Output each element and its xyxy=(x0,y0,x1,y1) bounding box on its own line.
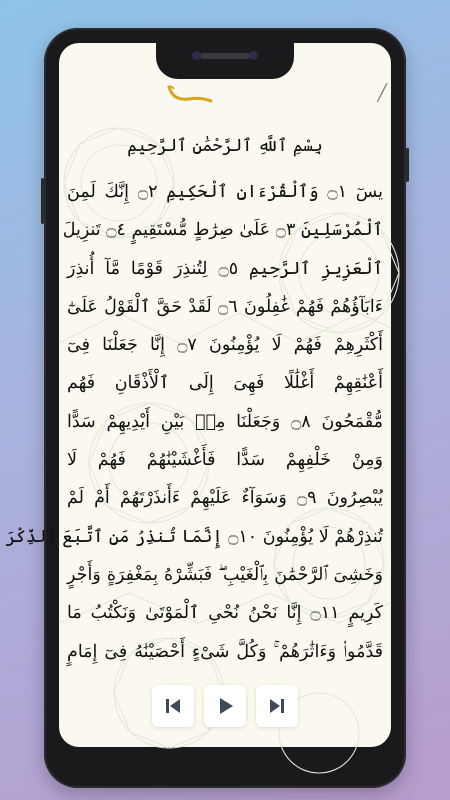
surah-header-ornament xyxy=(167,83,217,105)
verse-line: مُّقْمَحُونَ ۝٨ وَجَعَلْنَا مِنۢ بَيْنِ أَيْدِيهِمْ سَدًّا xyxy=(67,411,383,432)
basmala: بِسْمِ ٱللَّهِ ٱلرَّحْمَٰنِ ٱلرَّحِيمِ xyxy=(127,136,323,156)
verse-line: تُنذِرْهُمْ لَا يُؤْمِنُونَ ۝١٠ إِنَّمَا تُنذِرُ مَنِ ٱتَّبَعَ ٱلذِّكْرَ xyxy=(5,526,383,547)
verse-line: أَعْنَٰقِهِمْ أَغْلَٰلًا فَهِىَ إِلَى ٱلْأَذْقَانِ فَهُم xyxy=(67,373,383,394)
corner-icon[interactable]: ╱ xyxy=(377,83,387,102)
verse-line: يُبْصِرُونَ ۝٩ وَسَوَآءٌ عَلَيْهِمْ ءَأَنذَرْتَهُمْ أَمْ لَمْ xyxy=(67,488,383,509)
playback-controls xyxy=(59,685,391,727)
verse-line: كَرِيمٍ ۝١١ إِنَّا نَحْنُ نُحْىِ ٱلْمَوْتَىٰ وَنَكْتُبُ مَا xyxy=(67,603,383,624)
phone-frame xyxy=(5,28,406,788)
verse-line: أَكْثَرِهِمْ فَهُمْ لَا يُؤْمِنُونَ ۝٧ إِنَّا جَعَلْنَا فِىٓ xyxy=(67,335,383,356)
power-button xyxy=(406,148,409,182)
verse-line: وَمِنْ خَلْفِهِمْ سَدًّا فَأَغْشَيْنَٰهُمْ فَهُمْ لَا xyxy=(67,450,383,471)
front-camera xyxy=(249,51,258,60)
volume-button xyxy=(41,178,44,224)
camera-notch xyxy=(156,43,294,79)
play-button[interactable] xyxy=(204,685,246,727)
verse-line: ءَابَآؤُهُمْ فَهُمْ غَٰفِلُونَ ۝٦ لَقَدْ حَقَّ ٱلْقَوْلُ عَلَىٰٓ xyxy=(67,296,383,317)
play-icon xyxy=(215,696,235,716)
quran-page xyxy=(5,133,383,671)
skip-previous-icon xyxy=(163,696,183,716)
next-button[interactable] xyxy=(256,685,298,727)
verse-line: ٱلْعَزِيزِ ٱلرَّحِيمِ ۝٥ لِتُنذِرَ قَوْمًا مَّآ أُنذِرَ xyxy=(67,258,383,279)
verse-line: يسٓ ۝١ وَٱلْقُرْءَانِ ٱلْحَكِيمِ ۝٢ إِنَّكَ لَمِنَ xyxy=(67,182,383,202)
front-camera xyxy=(192,51,201,60)
earpiece xyxy=(200,53,250,59)
verse-line: ٱلْمُرْسَلِينَ ۝٣ عَلَىٰ صِرَٰطٍ مُّسْتَقِيمٍ ۝٤ تَنزِيلَ xyxy=(62,220,383,241)
previous-button[interactable] xyxy=(152,685,194,727)
verse-line: قَدَّمُوا۟ وَءَاثَٰرَهُمْ ۚ وَكُلَّ شَىْءٍ أَحْصَيْنَٰهُ فِىٓ إِمَامٍ xyxy=(67,641,383,662)
verse-lines xyxy=(5,173,383,671)
verse-line: وَخَشِىَ ٱلرَّحْمَٰنَ بِٱلْغَيْبِ ۖ فَبَشِّرْهُ بِمَغْفِرَةٍ وَأَجْرٍ xyxy=(67,564,383,585)
skip-next-icon xyxy=(267,696,287,716)
app-screen xyxy=(5,43,391,747)
